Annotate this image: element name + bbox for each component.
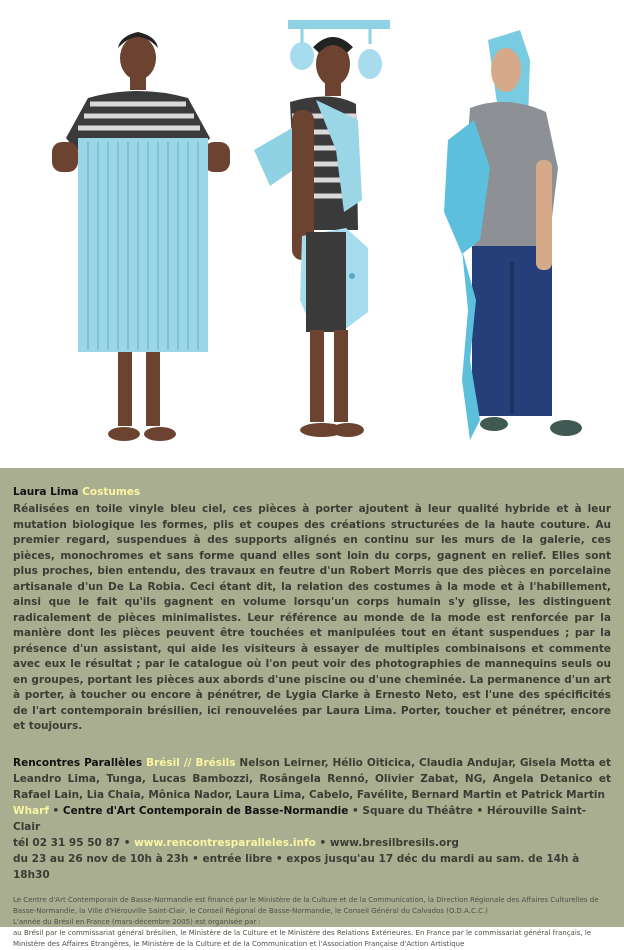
event-dates-line — [13, 851, 611, 883]
funding-credits — [13, 895, 611, 950]
article-text-panel — [0, 468, 624, 948]
event-artist-list: Nelson Leirner, Hélio Oiticica, Claudia Andujar, Gisela Motta et Leandro Lima, Tunga, Lucas Bambozzi, Rosângela Rennó, Olivier Zabat, NG, Angela Detanico et Rafael Lain, Lia Chaia, Mônica Nador, Laura Lima, Cabelo, Favélite, Bernard Martin et Patrick Martin — [13, 756, 612, 801]
bullet-separator: • — [52, 804, 60, 817]
venue-phone: tél 02 31 95 50 87 — [13, 836, 121, 849]
website-link-rencontres[interactable]: www.rencontresparalleles.info — [134, 836, 316, 849]
bullet-separator: • — [275, 852, 283, 865]
bullet-separator: • — [476, 804, 484, 817]
feature-artist: Laura Lima — [13, 486, 79, 498]
website-link-bresilbresils[interactable]: www.bresilbresils.org — [329, 836, 459, 849]
credits-line-3: au Brésil par le commissariat général brésilien, le Ministère de la Culture et le Ministère des Relations Extérieures. En France par le commissariat général français, le Ministère des Affaires Étrangères, le Ministère de la Culture et de la Communication et l'Association Française d'Action Artistique — [13, 928, 592, 948]
costume-photograph — [0, 0, 624, 468]
feature-title — [13, 485, 611, 499]
costume-figures-illustration — [0, 0, 624, 468]
feature-work-title: Costumes — [82, 486, 141, 498]
bullet-separator: • — [319, 836, 327, 849]
venue-short-name: Wharf — [13, 804, 49, 817]
event-expos: expos jusqu'au 17 déc du mardi au sam. de 14h à 18h30 — [13, 852, 580, 881]
event-artists-paragraph — [13, 755, 611, 803]
feature-body: Réalisées en toile vinyle bleu ciel, ces pièces à porter ajoutent à leur qualité hybride et à leur mutation biologique les formes, plis et coupes des créations structurées de la haute couture. Au premier regard, suspendues à des supports alignés en continu sur les murs de la galerie, ces pièces, monochromes et sans forme quand elles sont loin du corps, gagnent en relief. Elles sont plus proches, bien entendu, des travaux en feutre d'un Robert Morris que des pièces en porcelaine artisanale d'un De La Robia. Ceci étant dit, la relation des costumes à la mode et à l'habillement, ainsi que le fait qu'ils gagnent en volume lorsqu'un corps humain s'y glisse, les distinguent radicalement de pièces minimalistes. Leur référence au monde de la mode est renforcée par la manière dont les pièces peuvent être touchées et manipulées tout en étant suspendues ; par la présence d'un assistant, qui aide les visiteurs à essayer de multiples combinaisons et commente avec eux le résultat ; par le catalogue où l'on peut voir des photographies de mannequins seuls ou en groupes, portant les pièces aux abords d'une piscine ou d'une cheminée. La permanence d'un art à porter, à toucher ou encore à pénétrer, de Lygia Clarke à Ernesto Neto, est l'une des spécificités de l'art contemporain brésilien, ici renouvelées par Laura Lima. Porter, toucher et pénétrer, encore et toujours. — [13, 503, 611, 732]
bullet-separator: • — [352, 804, 359, 817]
venue-address: Square du Théâtre — [362, 804, 473, 817]
credits-line-1: Le Centre d'Art Contemporain de Basse-Normandie est financé par le Ministère de la Culture et de la Communication, la Direction Régionale des Affaires Culturelles de Basse-Normandie, la Ville d'Hérouville Saint-Clair, le Conseil Régional de Basse-Normandie, le Conseil Général du Calvados (O.D.A.C.C.) — [13, 895, 599, 915]
event-dates: du 23 au 26 nov de 10h à 23h — [13, 852, 189, 865]
venue-name: Centre d'Art Contemporain de Basse-Normandie — [62, 804, 349, 817]
bullet-separator: • — [123, 836, 131, 849]
figure-hanger-costume — [254, 20, 390, 437]
event-entry: entrée libre — [202, 852, 273, 865]
event-name: Rencontres Parallèles — [13, 756, 143, 769]
event-contact-line — [13, 835, 611, 851]
figure-shredded-costume — [444, 30, 582, 440]
event-venue-line — [13, 803, 611, 835]
figure-curtain-costume — [52, 32, 230, 441]
venue-city: Hérouville Saint-Clair — [13, 804, 587, 833]
credits-line-2: L'année du Brésil en France (mars-décembre 2005) est organisée par : — [13, 917, 261, 926]
event-subtitle: Brésil // Brésils — [146, 756, 236, 769]
bullet-separator: • — [192, 852, 199, 865]
